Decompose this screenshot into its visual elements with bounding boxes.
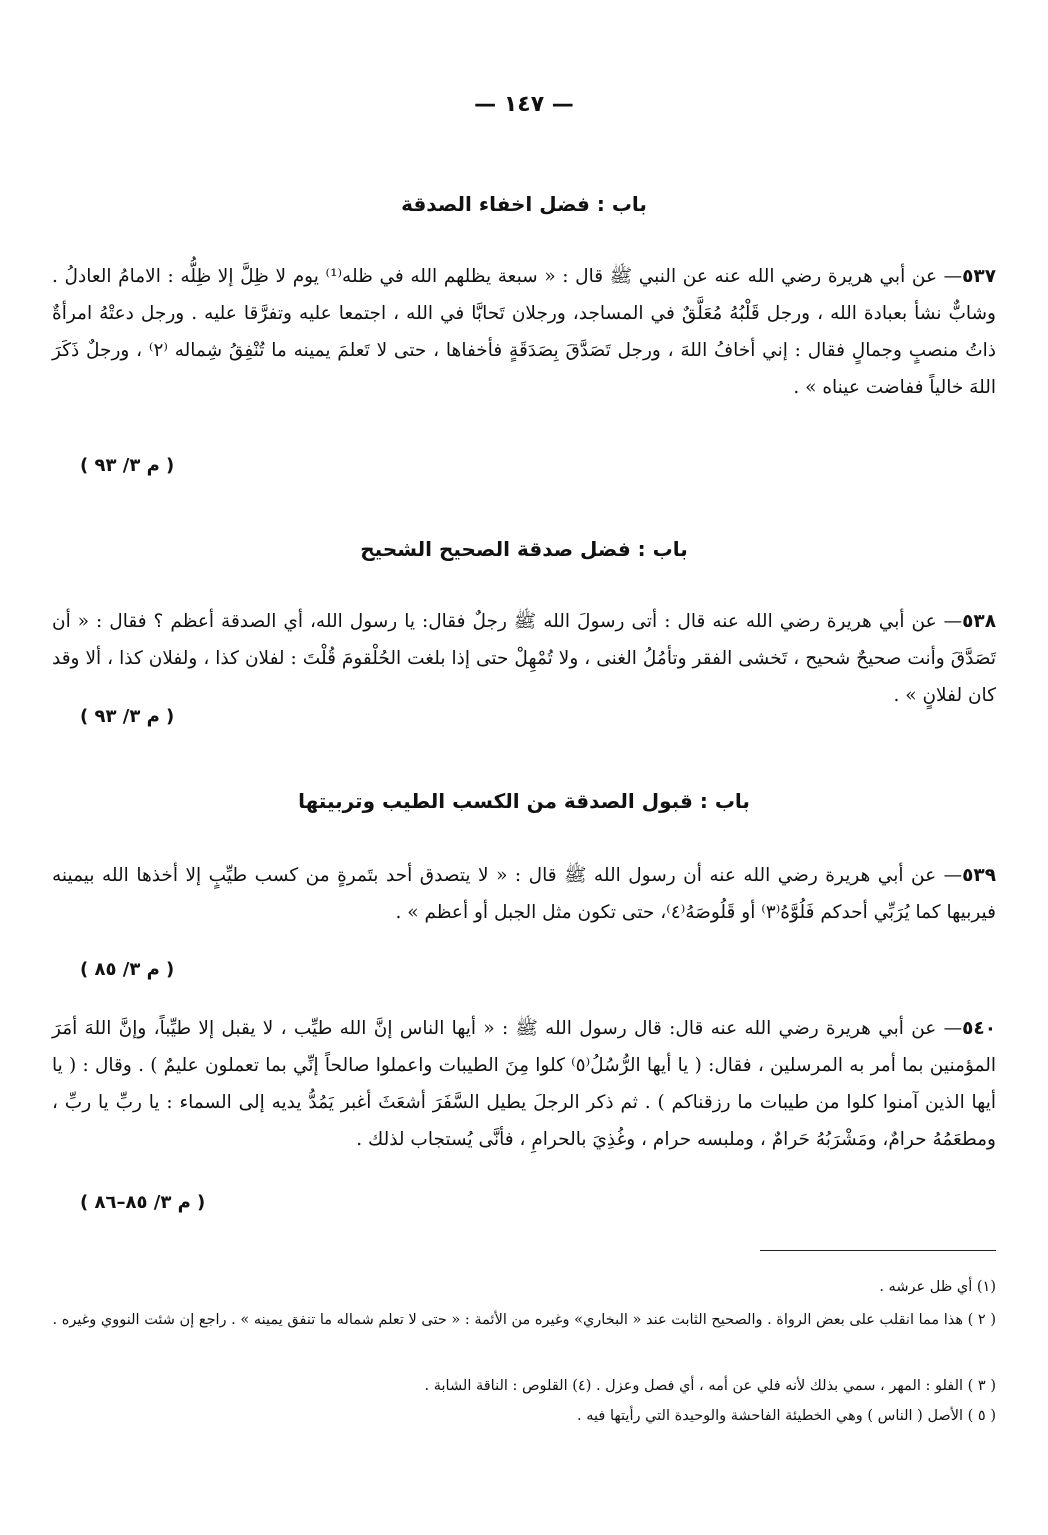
source-reference: ( م ٣/ ٩٣ ) bbox=[80, 455, 175, 476]
footnote-divider bbox=[760, 1250, 996, 1251]
source-reference: ( م ٣/ ٨٥ ) bbox=[80, 959, 175, 980]
footnote: ( ٣ ) الفلو : المهر ، سمي بذلك لأنه فلي عن أمه ، أي فصل وعزل . (٤) القلوص : الناقة الشابة . bbox=[424, 1378, 996, 1394]
hadith-number: ٥٣٩ bbox=[962, 865, 996, 886]
footnote: ( ٥ ) الأصل ( الناس ) وهي الخطيئة الفاحشة والوحيدة التي رأيتها فيه . bbox=[577, 1408, 996, 1424]
hadith-text: — عن أبي هريرة رضي الله عنه عن النبي ﷺ قال : « سبعة يظلهم الله في ظله⁽¹⁾ يوم لا ظِلَّ إلا ظِلُّه : الامامُ العادلُ . وشابٌّ نشأ بعبادة الله ، ورجل قَلْبُهُ مُعَلَّقٌ في المساجد، ورجلان تَحابَّا في الله ، اجتمعا عليه وتفرَّقا عليه . ورجل دعتْهُ امرأةٌ ذاتُ منصبٍ وجمالٍ فقال : إني أخافُ اللهَ ، ورجل تَصَدَّقَ بِصَدَقَةٍ فأخفاها ، حتى لا تَعلمَ يمينه ما تُنْفِقُ شِماله ⁽٢⁾ ، ورجلٌ ذَكَرَ اللهَ خالياً ففاضت عيناه » . bbox=[52, 266, 996, 398]
section-heading: باب : قبول الصدقة من الكسب الطيب وتربيتها bbox=[298, 789, 750, 813]
source-reference: ( م ٣/ ٨٥–٨٦ ) bbox=[80, 1192, 206, 1213]
hadith-paragraph bbox=[52, 603, 996, 714]
section-heading: باب : فضل صدقة الصحيح الشحيح bbox=[360, 537, 688, 561]
section-heading: باب : فضل اخفاء الصدقة bbox=[401, 192, 647, 216]
hadith-text: — عن أبي هريرة رضي الله عنه قال : أتى رسولَ الله ﷺ رجلٌ فقال: يا رسول الله، أي الصدقة أعظم ؟ فقال : « أن تَصَدَّقَ وأنت صحيحٌ شحيح ، تَخشى الفقر وتأمُلُ الغنى ، ولا تُمْهِلْ حتى إذا بلغت الحُلْقومَ قُلْتَ : لفلان كذا ، ولفلان كذا ، ألا وقد كان لفلانٍ » . bbox=[52, 611, 996, 706]
hadith-number: ٥٣٧ bbox=[962, 266, 996, 287]
hadith-text: — عن أبي هريرة رضي الله عنه قال: قال رسول الله ﷺ : « أيها الناس إنَّ الله طيِّب ، لا يقبل إلا طيِّباً، وإنَّ اللهَ أمَرَ المؤمنين بما أمر به المرسلين ، فقال: ( يا أيها الرُّسُلُ⁽٥⁾ كلوا مِنَ الطيبات واعملوا صالحاً إنِّي بما تعملون عليمٌ ) . وقال : ( يا أيها الذين آمنوا كلوا من طيبات ما رزقناكم ) . ثم ذكر الرجلَ يطيل السَّفَرَ أشعَثَ أغبر يَمُدُّ يديه إلى السماء : يا ربِّ يا ربِّ ، ومطعَمُهُ حرامٌ، ومَشْرَبُهُ حَرامٌ ، وملبسه حرام ، وغُذِيَ بالحرامِ ، فأنَّى يُستجاب لذلك . bbox=[52, 1018, 996, 1150]
source-reference: ( م ٣/ ٩٣ ) bbox=[80, 706, 175, 727]
page-number: — ١٤٧ — bbox=[474, 92, 574, 117]
footnote: ( ٢ ) هذا مما انقلب على بعض الرواة . والصحيح الثابت عند « البخاري» وغيره من الأئمة : « حتى لا تعلم شماله ما تنفق يمينه » . راجع إن شئت النووي وغيره . bbox=[52, 1312, 996, 1328]
footnote: (١) أي ظل عرشه . bbox=[879, 1279, 996, 1295]
hadith-paragraph bbox=[52, 1010, 996, 1158]
hadith-paragraph bbox=[52, 857, 996, 931]
hadith-number: ٥٣٨ bbox=[962, 611, 996, 632]
hadith-text: — عن أبي هريرة رضي الله عنه أن رسول الله ﷺ قال : « لا يتصدق أحد بتَمرةٍ من كسب طيِّبٍ إلا أخذها الله بيمينه فيربيها كما يُرَبِّي أحدكم فَلُوَّهُ⁽٣⁾ أو قَلُوصَهُ⁽٤⁾، حتى تكون مثل الجبل أو أعظم » . bbox=[52, 865, 996, 923]
hadith-number: ٥٤٠ bbox=[962, 1018, 996, 1039]
hadith-paragraph bbox=[52, 258, 996, 406]
